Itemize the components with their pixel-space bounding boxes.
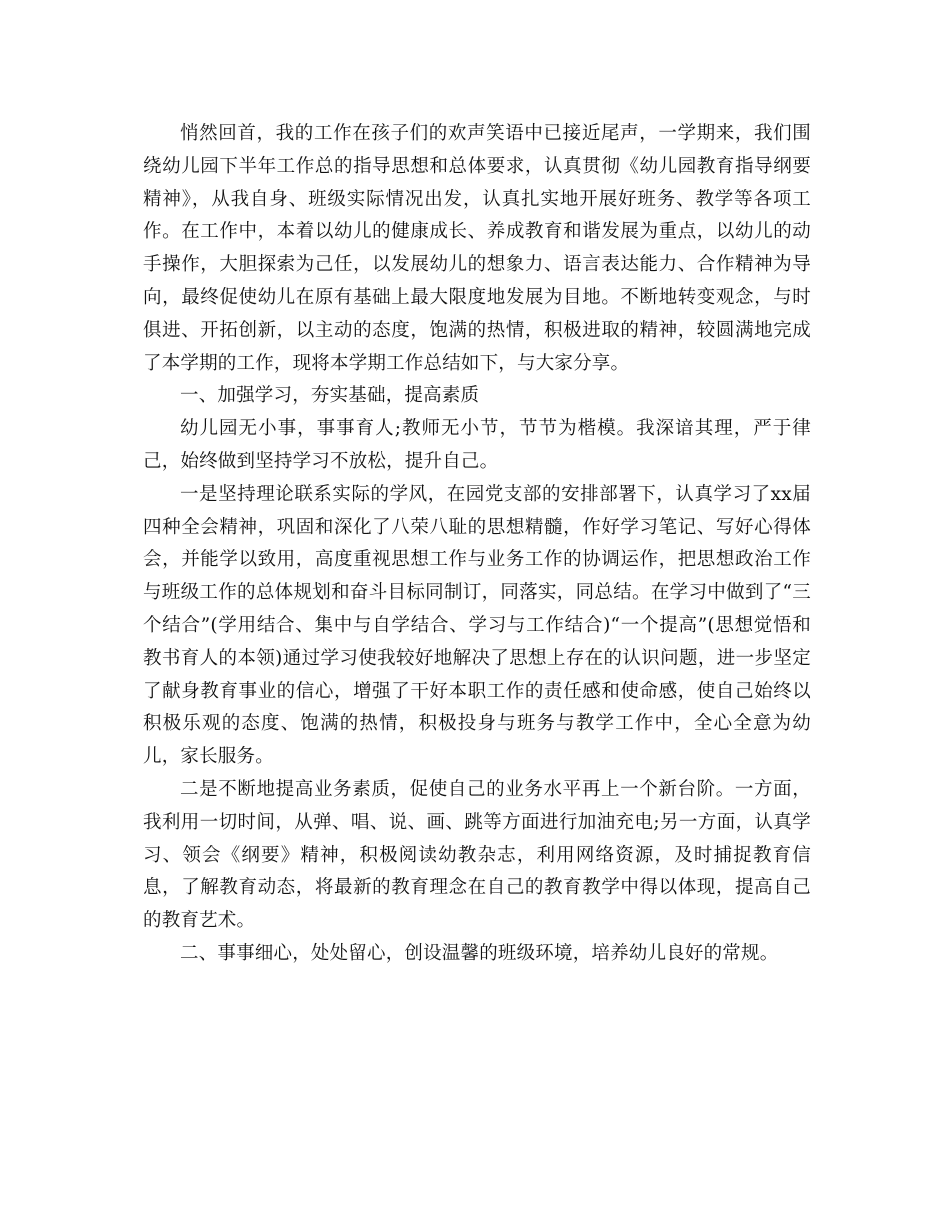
- study-paragraph: 幼儿园无小事，事事育人;教师无小节，节节为楷模。我深谙其理，严于律己，始终做到坚持学习不放松，提升自己。: [143, 418, 811, 472]
- section-heading-2: 二、事事细心，处处留心，创设温馨的班级环境，培养幼儿良好的常规。: [180, 942, 779, 964]
- document-body: [143, 118, 811, 971]
- theory-paragraph: 一是坚持理论联系实际的学风，在园党支部的安排部署下，认真学习了xx届四种全会精神，巩固和深化了八荣八耻的思想精髓，作好学习笔记、写好心得体会，并能学以致用，高度重视思想工作与业务工作的协调运作，把思想政治工作与班级工作的总体规划和奋斗目标同制订，同落实，同总结。在学习中做到了“三个结合”(学用结合、集中与自学结合、学习与工作结合)“一个提高”(思想觉悟和教书育人的本领)通过学习使我较好地解决了思想上存在的认识问题，进一步坚定了献身教育事业的信心，增强了干好本职工作的责任感和使命感，使自己始终以积极乐观的态度、饱满的热情，积极投身与班务与教学工作中，全心全意为幼儿，家长服务。: [143, 483, 811, 768]
- business-paragraph: 二是不断地提高业务素质，促使自己的业务水平再上一个新台阶。一方面，我利用一切时间，从弹、唱、说、画、跳等方面进行加油充电;另一方面，认真学习、领会《纲要》精神，积极阅读幼教杂志，利用网络资源，及时捕捉教育信息，了解教育动态，将最新的教育理念在自己的教育教学中得以体现，提高自己的教育艺术。: [143, 778, 811, 932]
- section-heading-1: 一、加强学习，夯实基础，提高素质: [180, 385, 480, 407]
- intro-paragraph: 悄然回首，我的工作在孩子们的欢声笑语中已接近尾声，一学期来，我们围绕幼儿园下半年工作总的指导思想和总体要求，认真贯彻《幼儿园教育指导纲要精神》，从我自身、班级实际情况出发，认真扎实地开展好班务、教学等各项工作。在工作中，本着以幼儿的健康成长、养成教育和谐发展为重点，以幼儿的动手操作，大胆探索为己任，以发展幼儿的想象力、语言表达能力、合作精神为导向，最终促使幼儿在原有基础上最大限度地发展为目地。不断地转变观念，与时俱进、开拓创新，以主动的态度，饱满的热情，积极进取的精神，较圆满地完成了本学期的工作，现将本学期工作总结如下，与大家分享。: [143, 123, 811, 374]
